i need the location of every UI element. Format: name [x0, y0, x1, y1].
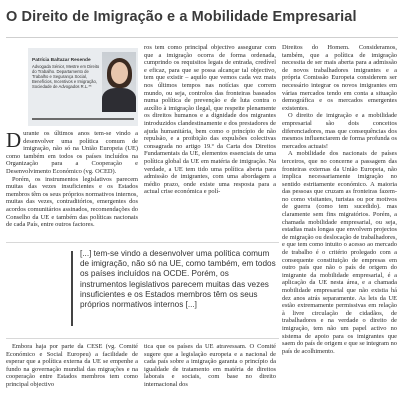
author-credit — [32, 58, 100, 89]
quote-divider-bottom — [6, 338, 279, 339]
author-divider — [32, 118, 134, 120]
paragraph: A mobilidade dos nacionais de países terceiros, que no concerne a passagem das fronteiras externas da União Europeia, não implica necessariamente imigração no sentido estritamente económico. A maioria das pessoas que cruzam as fronteiras fazem-no como visitantes, turistas ou por motivos de guerra (como tem sucedido). mas claramente sem fins migratórios. Porém, a chamada mobilidade empresarial, ou seja, estadias mais longas que envolvem projectos de migração ou deslocação de trabalhadores, e que tem como intuito o acesso ao mercado de trabalho é o critério prolegado com a consequente constituição de empresas em outro país que não o país de origem do imigrante da mobilidade empresarial, é a aplicação da UE nesta área, e a chamada mobilidade empresarial que não existia há dez anos atrás separamente. As leis da UE estão extremamente permissivas em relação à livre circulação de cidadãos, de trabalhadores e na verdade o direito de imigração, tem não um papel activo no sistema de apoio para os imigrantes que saem do país de origem e que se integram no país de acolhimento. — [282, 150, 397, 355]
pull-quote — [71, 247, 278, 333]
paragraph: Porém, os instrumentos legislativos parecem muitas das vezes insuficientes e os Estados membros têm os seus próprios normativos internos, muitas das vezes, contraditórios, emergentes dos acordos comunitários assinados, recomendações do Conselho da UE e também das políticas nacionais de cada País, entre outros factores. — [6, 175, 138, 229]
author-box — [28, 48, 138, 126]
article-title: O Direito de Imigração e a Mobilidade Empresarial — [6, 9, 357, 25]
paragraph — [6, 130, 138, 176]
author-name: Patrícia Baltazar Resende — [32, 58, 91, 63]
column-1-top — [6, 130, 138, 242]
quote-bar — [71, 251, 73, 326]
column-3 — [282, 44, 397, 401]
paragraph: Embora haja por parte da CESE (vg. Comité Económico e Social Europeu) a facilidade de esperar que a política externa da UE se empenhe a fundo na governação mundial das migrações e na cooperação entre Estados membros tem como principal objectivo — [6, 343, 138, 388]
pull-quote-text: [...] tem-se vindo a desenvolver uma política comum de imigração, não só na UE, como também, em todos os países incluídos na OCDE. Porém, os instrumentos legislativos parecem muitas das vezes insuficientes e os Estados membros têm os seus próprios normativos internos [...] — [80, 249, 276, 310]
column-1-bottom — [6, 343, 138, 401]
paragraph: tica que os países da UE atravessam. O Comité sugere que a legislação europeia e a nacional de cada país sobre a imigração garanta o princípio da igualdade de tratamento em matéria de direitos laborais e sociais, com base no direito internacional dos — [144, 343, 276, 388]
column-2-top — [144, 44, 276, 242]
paragraph: ros tem como principal objectivo assegurar com que a imigração ocorra de forma ordenada, cumprindo os requisitos legais de entrada, credível e eficaz, para que se possa alcançar tal objectivo, tem que existir – aquilo que vemos cada vez mais nos últimos tempos nas notícias que correm mundo, ou seja, controlos das fronteiras baseados numa política de prevenção e de luta contra o auxílio à imigração ilegal, que respeite plenamente os direitos humanos e a dignidade dos migrantes introduzidos clandestinamente e dos prestadores de ajuda humanitária, bem como o princípio de não repulsão, e a proibição das expulsões colectivas consagrada no artigo 19.º da Carta dos Direitos Fundamentais da UE, elementos essenciais de uma política global da UE em matéria de imigração. Na verdade, a UE tem tido uma política aberta para admissão de imigrantes, com uma abordagem a médio prazo, onde existe uma resposta para a actual crise económica e polí- — [144, 44, 276, 196]
paragraph: Direitos do Homem. Consideramos, também, que a política de imigração necessita de ser mais aberta para a admissão de novos trabalhadores imigrantes e a própria Comissão Europeia considerem ser necessário integrar os novos imigrantes em várias mercados tendo em conta a situação demográfica e os mercados emergentes existentes. — [282, 44, 397, 112]
paragraph: O direito de imigração e a mobilidade empresarial são dois conceitos diferenciadores, mas que consequências dos mesmos influenciarem de forma profunda os mercados actuais! — [282, 112, 397, 150]
dropcap: D — [6, 130, 22, 152]
author-photo — [102, 52, 136, 112]
quote-divider-top — [6, 242, 279, 243]
title-divider — [6, 37, 398, 38]
paragraph-text: urante os últimos anos tem-se vindo a desenvolver uma política comum de imigração, não só na União Europeia (UE) como também em todos os países incluídos na Organização para a Cooperação e Desenvolvimento Económico (vg. OCED). — [6, 130, 138, 175]
column-2-bottom — [144, 343, 276, 401]
author-bio: Advogada Sénior, Mestre em Direito do Trabalho. Departamento de Trabalho e Segurança Social, Benefícios, Incentivos e Imigração, Sociedade de Advogados R.L.** — [32, 64, 100, 89]
